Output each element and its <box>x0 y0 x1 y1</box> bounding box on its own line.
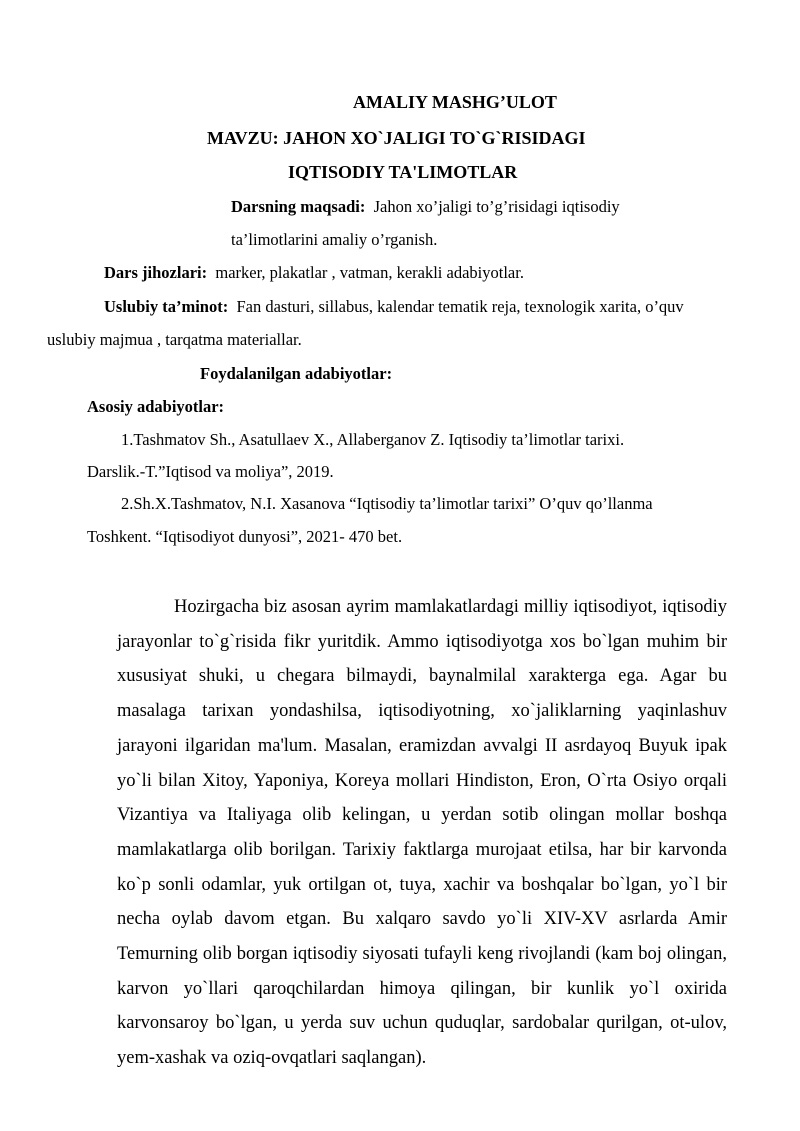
lesson-equipment-text: marker, plakatlar , vatman, kerakli adabiyotlar. <box>215 263 524 282</box>
main-references-heading: Asosiy adabiyotlar: <box>87 397 225 416</box>
lesson-goal <box>231 197 620 217</box>
reference-2-line2: Toshkent. “Iqtisodiyot dunyosi”, 2021- 470 bet. <box>87 527 403 546</box>
topic-title-line2: IQTISODIY TA'LIMOTLAR <box>288 162 518 182</box>
lesson-goal-label: Darsning maqsadi: <box>231 197 366 216</box>
main-paragraph: Hozirgacha biz asosan ayrim mamlakatlardagi milliy iqtisodiyot, iqtisodiy jarayonlar to`g`risida fikr yuritdik. Ammo iqtisodiyotga xos bo`lgan muhim bir xususiyat shuki, u chegara bilmaydi, baynalmilal xarakterga ega. Agar bu masalaga tarixan yondashilsa, iqtisodiyotning, xo`jaliklarning yaqinlashuv jarayoni ilgaridan ma'lum. Masalan, eramizdan avvalgi II asrdayoq Buyuk ipak yo`li bilan Xitoy, Yaponiya, Koreya mollari Hindiston, Eron, O`rta Osiyo orqali Vizantiya va Italiyaga olib kelingan, u yerdan sotib olingan mollar boshqa mamlakatlarga olib borilgan. Tarixiy faktlarga murojaat etilsa, har bir karvonda ko`p sonli odamlar, yuk ortilgan ot, tuya, xachir va boshqalar bo`lgan, yo`l bir necha oylab davom etgan. Bu xalqaro savdo yo`li XIV-XV asrlarda Amir Temurning olib borgan iqtisodiy siyosati tufayli keng rivojlandi (kam boj olingan, karvon yo`llari qaroqchilardan himoya qilingan, bir kunlik yo`l oxirida karvonsaroy bo`lgan, u yerda suv uchun quduqlar, sardobalar qurilgan, ot-ulov, yem-xashak va oziq-ovqatlari saqlangan). <box>117 597 727 1069</box>
methodical-support <box>104 297 684 317</box>
document-type-title: AMALIY MASHG’ULOT <box>353 92 557 112</box>
reference-2-line1: 2.Sh.X.Tashmatov, N.I. Xasanova “Iqtisodiy ta’limotlar tarixi” O’quv qo’llanma <box>121 494 653 513</box>
lesson-goal-text: Jahon xo’jaligi to’g’risidagi iqtisodiy <box>373 197 620 216</box>
lesson-goal-text-cont: ta’limotlarini amaliy o’rganish. <box>231 230 438 249</box>
reference-1-line1: 1.Tashmatov Sh., Asatullaev X., Allaberganov Z. Iqtisodiy ta’limotlar tarixi. <box>121 430 625 449</box>
topic-title-line1: MAVZU: JAHON XO`JALIGI TO`G`RISIDAGI <box>207 128 586 148</box>
methodical-support-text-cont: uslubiy majmua , tarqatma materiallar. <box>47 330 302 349</box>
methodical-support-label: Uslubiy ta’minot: <box>104 297 229 316</box>
methodical-support-text: Fan dasturi, sillabus, kalendar tematik reja, texnologik xarita, o’quv <box>236 297 684 316</box>
lesson-equipment <box>104 263 524 283</box>
references-heading: Foydalanilgan adabiyotlar: <box>200 364 393 383</box>
lesson-equipment-label: Dars jihozlari: <box>104 263 208 282</box>
reference-1-line2: Darslik.-T.”Iqtisod va moliya”, 2019. <box>87 462 334 481</box>
